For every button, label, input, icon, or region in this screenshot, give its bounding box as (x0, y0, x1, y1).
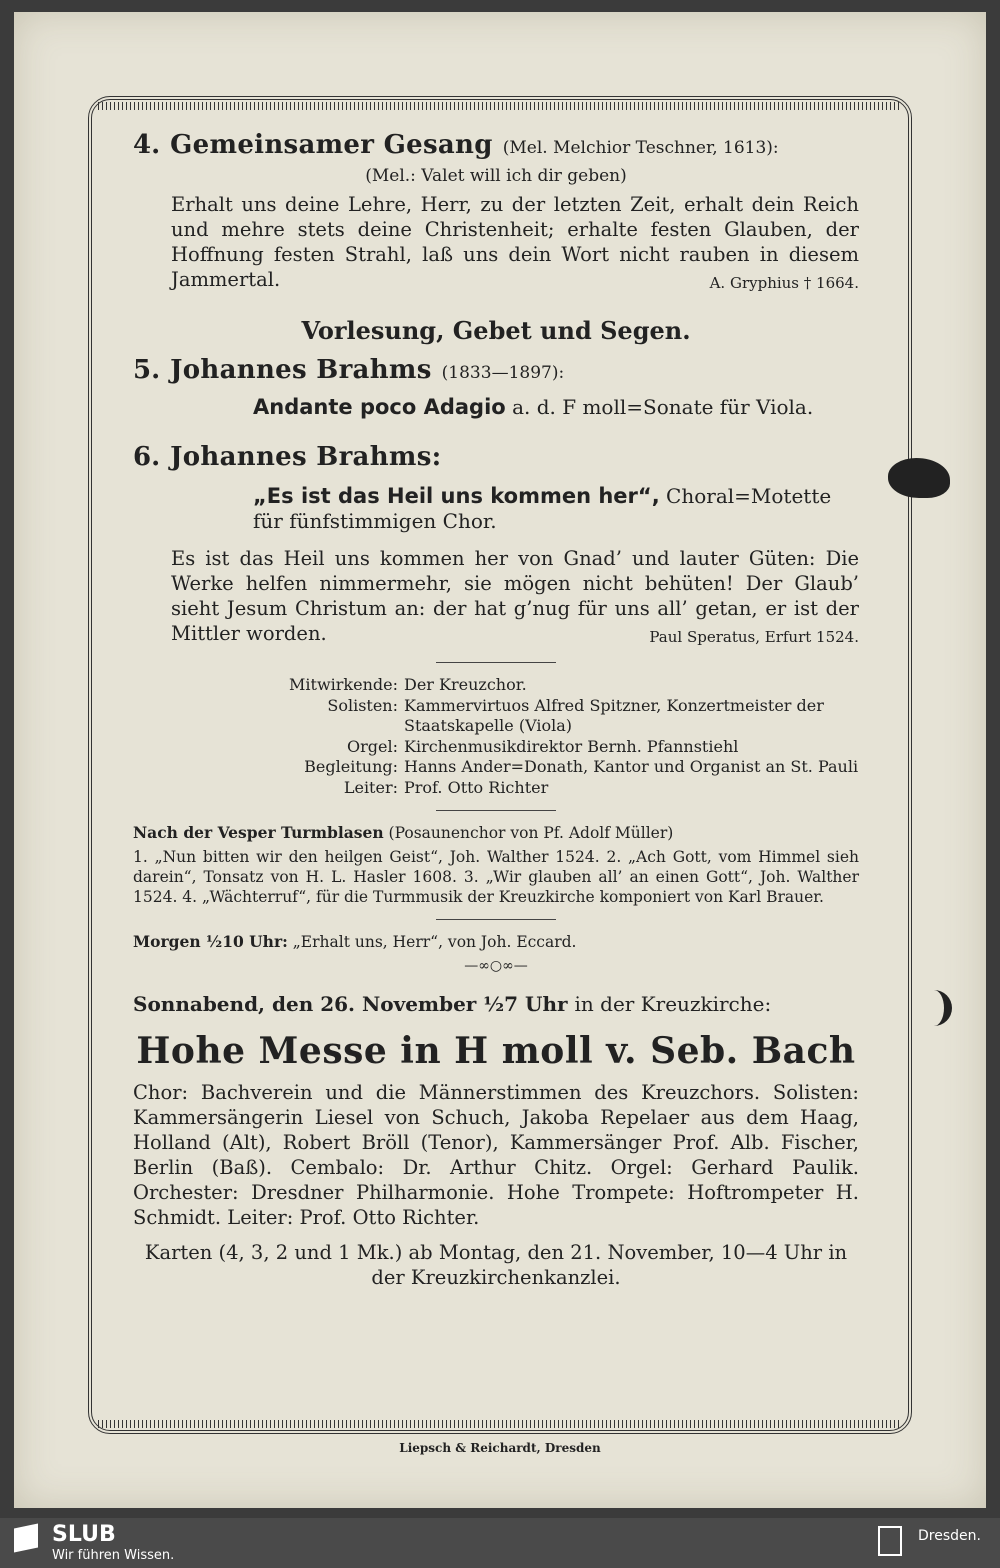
concert-venue: in der Kreuzkirche: (574, 992, 772, 1016)
item-number: 4. (133, 130, 161, 160)
printer-imprint: Liepsch & Reichardt, Dresden (399, 1441, 601, 1455)
work-title (253, 395, 859, 420)
tomorrow-note (133, 932, 859, 952)
concert-date-bold: Sonnabend, den 26. November ½7 Uhr (133, 992, 568, 1016)
credit-row (133, 737, 859, 758)
credit-row (133, 696, 859, 737)
item-4-heading (133, 130, 859, 160)
tower-program: 1. „Nun bitten wir den heilgen Geist“, Joh. Walther 1524. 2. „Ach Gott, vom Himmel sieh darein“, Tonsatz von H. L. Hasler 1608. 3. „Wir glauben all’ an einen Gott“, Joh. Walther 1524. 4. „Wächterruf“, für die Turmmusik der Kreuzkirche komponiert von Karl Brauer. (133, 848, 859, 906)
coat-of-arms-icon (878, 1526, 902, 1556)
verse-author: A. Gryphius † 1664. (709, 274, 859, 292)
melody-note: (Mel. Melchior Teschner, 1613): (502, 138, 779, 158)
concert-description: Chor: Bachverein und die Männerstimmen des Kreuzchors. Solisten: Kammersängerin Liesel von Schuch, Jakoba Repelaer aus dem Haag, Holland (Alt), Robert Bröll (Tenor), Kammersänger Prof. Alb. Fischer, Berlin (Baß). Cembalo: Dr. Arthur Chitz. Orgel: Gerhard Paulik. Orchester: Dresdner Philharmonie. Hohe Trompete: Hoftrompeter H. Schmidt. Leiter: Prof. Otto Richter. (133, 1081, 859, 1229)
verse-text: Erhalt uns deine Lehre, Herr, zu der letzten Zeit, erhalt dein Reich und mehre stets deine Christenheit; erhalte festen Glauben, der Hoffnung festen Strahl, laß uns dein Wort nicht rauben in diesem Jammertal. (171, 193, 859, 291)
library-footer-bar (0, 1518, 1000, 1568)
melody-subtitle: (Mel.: Valet will ich dir geben) (365, 166, 627, 186)
credit-value: Der Kreuzchor. (404, 675, 527, 694)
item-6-heading (133, 442, 859, 472)
tower-heading-detail: (Posaunenchor von Pf. Adolf Müller) (388, 824, 674, 842)
credit-value: Kirchenmusikdirektor Bernh. Pfannstiehl (404, 736, 739, 756)
item-title: Gemeinsamer Gesang (170, 130, 493, 160)
credit-row (133, 778, 859, 799)
performer-credits (133, 675, 859, 798)
tomorrow-work: „Erhalt uns, Herr“, von Joh. Eccard. (292, 933, 577, 951)
item-5-heading (133, 355, 859, 385)
tower-heading-bold: Nach der Vesper Turmblasen (133, 823, 384, 842)
ornament-divider: —∞○∞— (464, 958, 528, 974)
composer-years: (1833—1897): (441, 363, 565, 383)
ink-stain (888, 458, 950, 498)
credit-label: Solisten: (327, 695, 398, 715)
credit-row (133, 675, 859, 696)
work-name: „Es ist das Heil uns kommen her“, (253, 484, 660, 508)
brand-tagline: Wir führen Wissen. (52, 1548, 175, 1563)
ticket-info: Karten (4, 3, 2 und 1 Mk.) ab Montag, den 21. November, 10—4 Uhr in der Kreuzkirchenkanzlei. (144, 1241, 848, 1289)
credit-value: Hanns Ander=Donath, Kantor und Organist an St. Pauli (404, 757, 859, 776)
credit-value: Kammervirtuos Alfred Spitzner, Konzertmeister der Staatskapelle (Viola) (404, 695, 824, 735)
hymn-verse (171, 546, 859, 650)
item-number: 6. (133, 442, 161, 472)
credit-label: Begleitung: (304, 757, 398, 776)
tower-heading (133, 823, 859, 843)
verse-author: Paul Speratus, Erfurt 1524. (649, 628, 859, 646)
credit-value: Prof. Otto Richter (404, 777, 549, 797)
work-detail: Choral=Motette für fünfstimmigen Chor. (253, 484, 832, 533)
concert-title: Hohe Messe in H moll v. Seb. Bach (136, 1030, 856, 1072)
city-logo: Dresden. (918, 1528, 981, 1544)
divider (436, 919, 556, 920)
program-content (133, 130, 859, 1290)
concert-date (133, 992, 859, 1016)
hymn-verse (171, 192, 859, 296)
work-title (253, 484, 859, 534)
reading-heading: Vorlesung, Gebet und Segen. (301, 316, 691, 345)
item-number: 5. (133, 355, 161, 385)
divider (436, 662, 556, 663)
item-title: Johannes Brahms: (170, 442, 442, 472)
credit-row (133, 757, 859, 778)
slub-logo-icon (14, 1523, 38, 1552)
item-title: Johannes Brahms (170, 355, 432, 385)
work-name: Andante poco Adagio (253, 395, 506, 419)
credit-label: Leiter: (343, 777, 398, 797)
work-detail: a. d. F moll=Sonate für Viola. (512, 395, 814, 419)
divider (436, 810, 556, 811)
tomorrow-time: Morgen ½10 Uhr: (133, 932, 288, 951)
credit-label: Mitwirkende: (289, 675, 398, 694)
brand-name: SLUB (52, 1522, 116, 1547)
credit-label: Orgel: (347, 736, 398, 756)
verse-text: Es ist das Heil uns kommen her von Gnad’ und lauter Güten: Die Werke helfen nimmermehr, sie mögen nicht behüten! Der Glaub’ sieht Jesum Christum an: der hat g’nug für uns all’ getan, er ist der Mittler worden. (171, 547, 859, 645)
